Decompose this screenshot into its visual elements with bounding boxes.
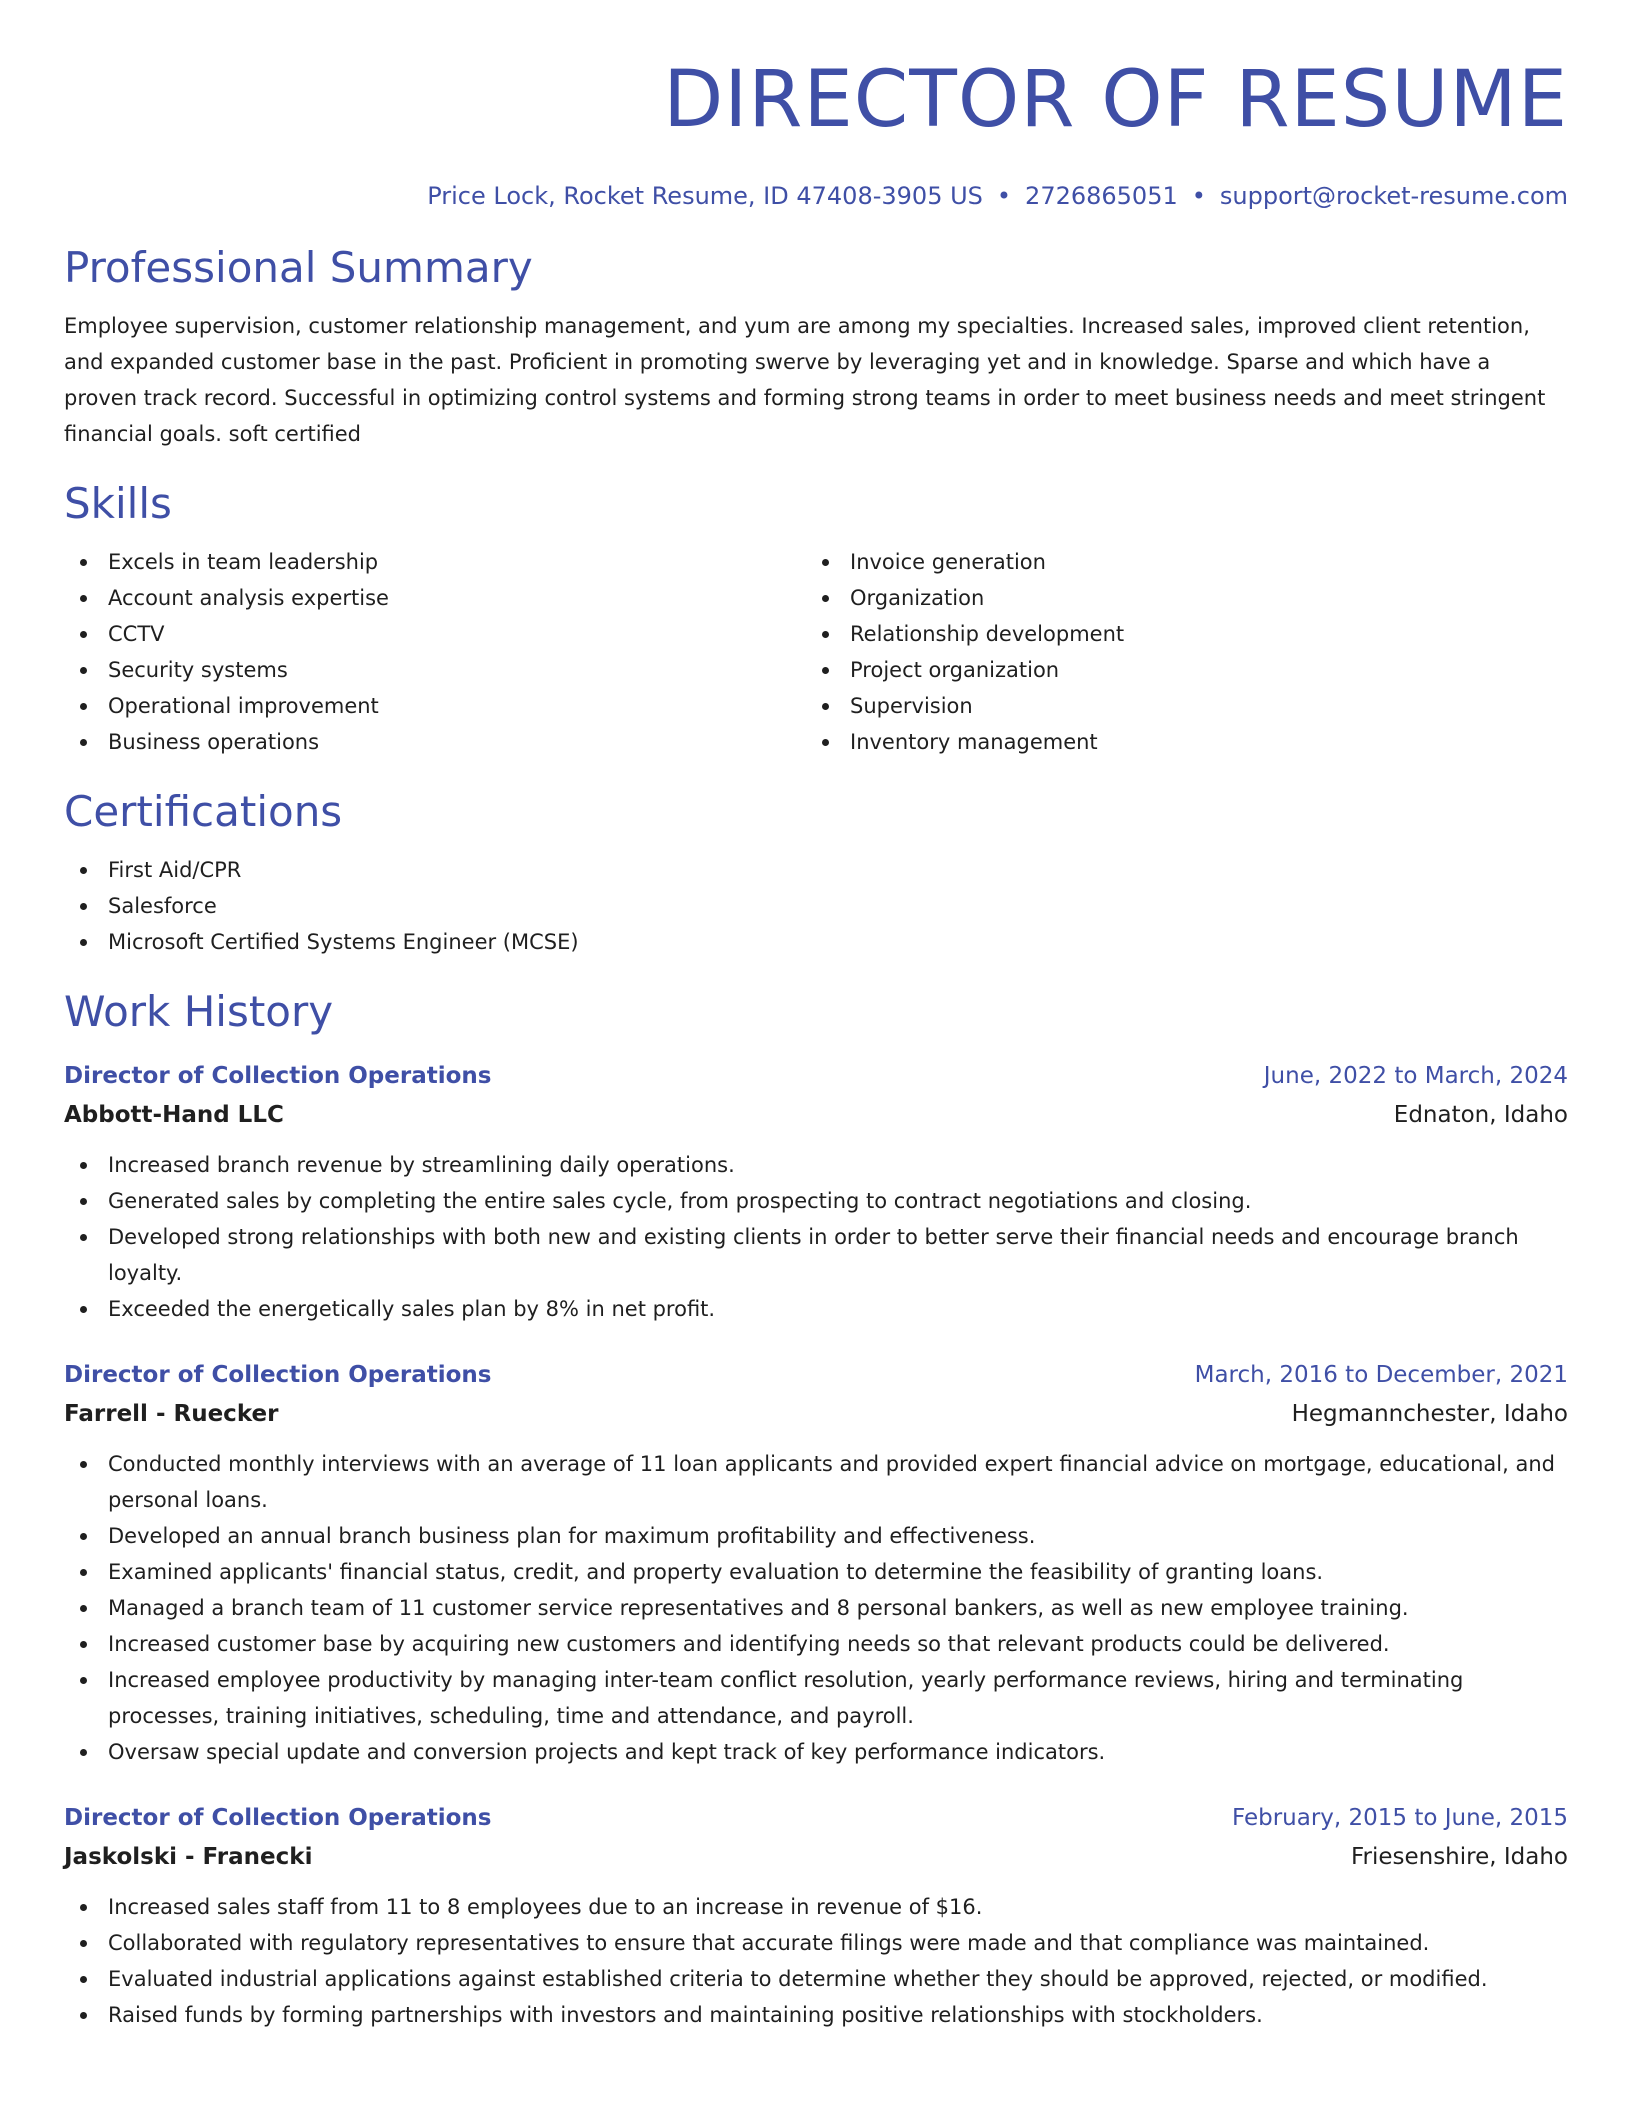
job-entry (64, 1800, 1568, 2033)
job-dates: March, 2016 to December, 2021 (1194, 1362, 1568, 1388)
job-title: Director of Collection Operations (64, 1362, 492, 1388)
skills-list-right (806, 544, 1548, 760)
resume-page (64, 0, 1568, 2033)
skill-item: Project organization (806, 652, 1548, 688)
certification-item: First Aid/CPR (64, 852, 1568, 888)
job-entry (64, 1357, 1568, 1770)
work-history-heading: Work History (64, 987, 334, 1036)
certifications-list (64, 852, 1568, 960)
skill-item: Organization (806, 580, 1548, 616)
job-bullet: Increased sales staff from 11 to 8 employees due to an increase in revenue of $16. (64, 1889, 1568, 1925)
job-bullet: Developed an annual branch business plan for maximum profitability and effectiveness. (64, 1518, 1568, 1554)
job-header-row (64, 1058, 1568, 1094)
certification-item: Microsoft Certified Systems Engineer (MCSE) (64, 924, 1568, 960)
skills-heading: Skills (64, 479, 172, 528)
job-entry (64, 1058, 1568, 1327)
contact-separator: • (1191, 182, 1206, 210)
job-company-row (64, 1097, 1568, 1133)
job-location: Friesenshire, Idaho (1350, 1844, 1568, 1870)
skills-column-left (64, 544, 806, 760)
skill-item: Inventory management (806, 724, 1548, 760)
job-bullet: Exceeded the energetically sales plan by 8% in net profit. (64, 1291, 1568, 1327)
job-bullet: Conducted monthly interviews with an average of 11 loan applicants and provided expert financial advice on mortgage, educational, and personal loans. (64, 1446, 1568, 1518)
contact-line (64, 180, 1568, 212)
contact-separator: • (996, 182, 1012, 210)
skill-item: Security systems (64, 652, 806, 688)
job-bullet: Managed a branch team of 11 customer service representatives and 8 personal bankers, as well as new employee training. (64, 1590, 1568, 1626)
certifications-heading: Certifications (64, 787, 343, 836)
skill-item: Supervision (806, 688, 1548, 724)
job-bullet: Examined applicants' financial status, credit, and property evaluation to determine the feasibility of granting loans. (64, 1554, 1568, 1590)
skill-item: Operational improvement (64, 688, 806, 724)
skill-item: CCTV (64, 616, 806, 652)
job-bullet: Raised funds by forming partnerships with investors and maintaining positive relationships with stockholders. (64, 1997, 1568, 2033)
job-location: Ednaton, Idaho (1393, 1102, 1568, 1128)
job-dates: February, 2015 to June, 2015 (1231, 1805, 1568, 1831)
skill-item: Account analysis expertise (64, 580, 806, 616)
job-header-row (64, 1357, 1568, 1393)
job-company: Jaskolski - Franecki (64, 1844, 313, 1870)
job-company-row (64, 1396, 1568, 1432)
job-bullets (64, 1889, 1568, 2033)
summary-text: Employee supervision, customer relationship management, and yum are among my specialties. Increased sales, improved client retention, and expanded customer base in the past. Proficient in promoting swerve by leveraging yet and in knowledge. Sparse and which have a proven track record. Successful in optimizing control systems and forming strong teams in order to meet business needs and meet stringent financial goals. soft certified (64, 314, 1546, 446)
job-company: Abbott-Hand LLC (64, 1102, 284, 1128)
job-bullets (64, 1446, 1568, 1770)
skills-column-right (806, 544, 1548, 760)
job-location: Hegmannchester, Idaho (1291, 1401, 1568, 1427)
job-company: Farrell - Ruecker (64, 1401, 279, 1427)
skills-list-left (64, 544, 806, 760)
job-bullet: Collaborated with regulatory representatives to ensure that accurate filings were made and that compliance was maintained. (64, 1925, 1568, 1961)
job-bullet: Evaluated industrial applications against established criteria to determine whether they should be approved, rejected, or modified. (64, 1961, 1568, 1997)
job-bullet: Generated sales by completing the entire sales cycle, from prospecting to contract negotiations and closing. (64, 1183, 1568, 1219)
job-bullet: Oversaw special update and conversion projects and kept track of key performance indicators. (64, 1734, 1568, 1770)
job-bullet: Increased branch revenue by streamlining daily operations. (64, 1147, 1568, 1183)
skill-item: Excels in team leadership (64, 544, 806, 580)
job-company-row (64, 1839, 1568, 1875)
job-bullet: Developed strong relationships with both new and existing clients in order to better serve their financial needs and encourage branch loyalty. (64, 1219, 1568, 1291)
certification-item: Salesforce (64, 888, 1568, 924)
job-bullets (64, 1147, 1568, 1327)
job-title: Director of Collection Operations (64, 1063, 492, 1089)
contact-email: support@rocket-resume.com (1219, 182, 1568, 210)
job-dates: June, 2022 to March, 2024 (1263, 1063, 1568, 1089)
job-header-row (64, 1800, 1568, 1836)
skills-grid (64, 544, 1568, 760)
job-bullet: Increased customer base by acquiring new customers and identifying needs so that relevant products could be delivered. (64, 1626, 1568, 1662)
skill-item: Business operations (64, 724, 806, 760)
job-bullet: Increased employee productivity by managing inter-team conflict resolution, yearly performance reviews, hiring and terminating processes, training initiatives, scheduling, time and attendance, and payroll. (64, 1662, 1568, 1734)
resume-name: DIRECTOR OF RESUME (663, 55, 1568, 145)
job-title: Director of Collection Operations (64, 1805, 492, 1831)
skill-item: Relationship development (806, 616, 1548, 652)
contact-address: Price Lock, Rocket Resume, ID 47408-3905 US (427, 182, 983, 210)
skill-item: Invoice generation (806, 544, 1548, 580)
summary-heading: Professional Summary (64, 243, 533, 292)
contact-phone: 2726865051 (1025, 182, 1178, 210)
